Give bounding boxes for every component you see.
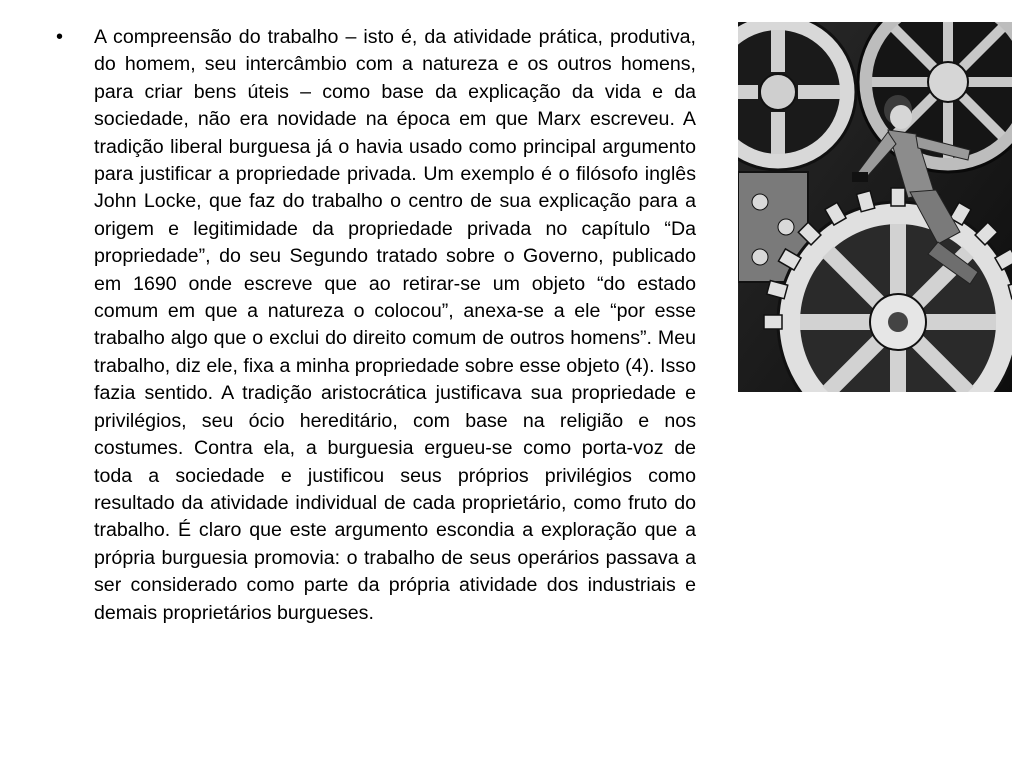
gears-worker-photo	[738, 22, 1012, 392]
body-paragraph: A compreensão do trabalho – isto é, da atividade prática, produtiva, do homem, seu intercâmbio com a natureza e os outros homens, para criar bens úteis – como base da explicação da vida e da sociedade, não era novidade na época em que Marx escreveu. A tradição liberal burguesa já o havia usado como principal argumento para justificar a propriedade privada. Um exemplo é o filósofo inglês John Locke, que faz do trabalho o centro de sua explicação para a origem e legitimidade da propriedade privada no capítulo “Da propriedade”, do seu Segundo tratado sobre o Governo, publicado em 1690 onde escreve que ao retirar-se um objeto “do estado comum em que a natureza o colocou”, anexa-se a ele “por esse trabalho algo que o exclui do direito comum de outros homens”. Meu trabalho, diz ele, fixa a minha propriedade sobre esse objeto (4). Isso fazia sentido. A tradição aristocrática justificava sua propriedade e privilégios, seu ócio hereditário, com base na religião e nos costumes. Contra ela, a burguesia ergueu-se como porta-voz de toda a sociedade e justificou seus próprios privilégios como resultado da atividade individual de cada proprietário, como fruto do trabalho. É claro que este argumento escondia a exploração que a própria burguesia promovia: o trabalho de seus operários passava a ser considerado como parte da própria atividade dos industriais e demais proprietários burgueses.	[94, 26, 696, 624]
bullet-marker: •	[56, 26, 64, 48]
gears-worker-photo-icon	[738, 22, 1012, 392]
